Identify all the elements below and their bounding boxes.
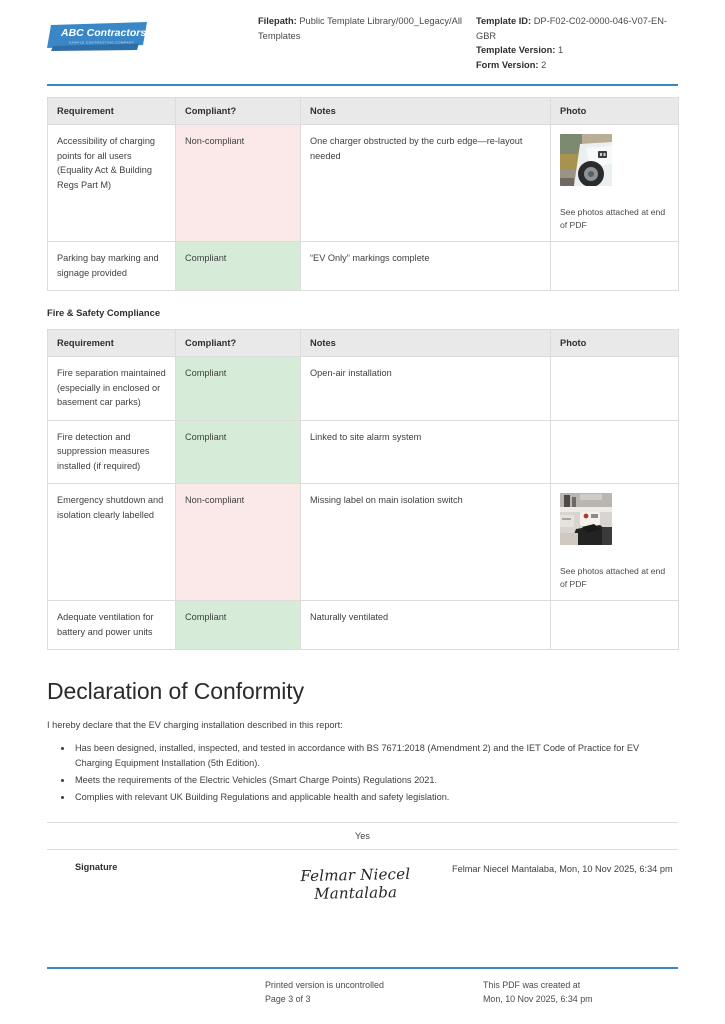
logo-shape-icon	[47, 20, 151, 52]
photo-thumbnail-isolation-switch[interactable]	[560, 493, 612, 545]
photo-caption: See photos attached at end of PDF	[560, 566, 666, 589]
signature-image	[259, 860, 452, 903]
logo-subtext: SAMPLE CONTRACTING COMPANY	[69, 40, 135, 45]
table-row	[48, 125, 679, 242]
table-header-row	[48, 330, 679, 357]
cell-requirement: Emergency shutdown and isolation clearly labelled	[48, 484, 176, 601]
cell-notes: Missing label on main isolation switch	[301, 484, 551, 601]
cell-photo	[551, 420, 679, 484]
column-header-photo: Photo	[551, 330, 679, 357]
photo-thumbnail-ev-charging-port[interactable]	[560, 134, 612, 186]
footer-print-block	[265, 979, 483, 1006]
status-badge: Compliant	[176, 601, 301, 650]
fire-safety-compliance-table	[47, 329, 679, 650]
table-row	[48, 484, 679, 601]
photo-caption: See photos attached at end of PDF	[560, 207, 666, 230]
table-row	[48, 357, 679, 421]
confirmation-value: Yes	[355, 831, 370, 841]
cell-photo	[551, 601, 679, 650]
status-badge: Compliant	[176, 420, 301, 484]
footer-pdf-block	[483, 979, 678, 1006]
cell-photo	[551, 357, 679, 421]
form-version-label: Form Version:	[476, 59, 539, 70]
filepath-value: Public Template Library/000_Legacy/All Templates	[258, 16, 462, 41]
cell-requirement: Parking bay marking and signage provided	[48, 242, 176, 291]
cell-notes: One charger obstructed by the curb edge—re-layout needed	[301, 125, 551, 242]
column-header-requirement: Requirement	[48, 98, 176, 125]
company-logo	[47, 14, 258, 52]
signature-label: Signature	[75, 862, 118, 872]
column-header-compliant: Compliant?	[176, 330, 301, 357]
status-badge: Non-compliant	[176, 484, 301, 601]
cell-requirement: Accessibility of charging points for all users (Equality Act & Building Regs Part M)	[48, 125, 176, 242]
column-header-compliant: Compliant?	[176, 98, 301, 125]
page-number: Page 3 of 3	[265, 993, 311, 1004]
pdf-created-label: This PDF was created at	[483, 980, 581, 990]
pdf-created-value: Mon, 10 Nov 2025, 6:34 pm	[483, 993, 593, 1004]
column-header-notes: Notes	[301, 330, 551, 357]
declaration-intro: I hereby declare that the EV charging installation described in this report:	[47, 720, 343, 730]
footer-left-spacer	[47, 979, 265, 1006]
cell-notes: “EV Only” markings complete	[301, 242, 551, 291]
column-header-notes: Notes	[301, 98, 551, 125]
declaration-section	[47, 678, 678, 805]
section-title-fire-safety: Fire & Safety Compliance	[47, 307, 161, 318]
column-header-requirement: Requirement	[48, 330, 176, 357]
page-title: Declaration of Conformity	[47, 678, 304, 704]
cell-notes: Naturally ventilated	[301, 601, 551, 650]
template-meta-block	[476, 14, 678, 72]
document-header	[0, 0, 725, 72]
template-version-row	[476, 43, 678, 58]
cell-photo	[551, 242, 679, 291]
abc-contractors-logo-icon	[47, 20, 151, 52]
document-footer	[0, 955, 725, 1006]
template-version-value: 1	[558, 45, 564, 55]
signature-row	[47, 850, 678, 903]
footer-divider	[47, 967, 678, 969]
photo-thumbnail-icon	[560, 134, 612, 186]
form-version-value: 2	[541, 59, 547, 70]
cell-photo	[551, 125, 679, 242]
photo-thumbnail-icon	[560, 493, 612, 545]
declaration-bullet-list	[47, 741, 678, 805]
cell-requirement: Fire separation maintained (especially in enclosed or basement car parks)	[48, 357, 176, 421]
template-version-label: Template Version:	[476, 45, 556, 55]
signoff-section	[47, 822, 678, 903]
signature-metadata: Felmar Niecel Mantalaba, Mon, 10 Nov 2025, 6:34 pm	[452, 864, 673, 874]
cell-requirement: Fire detection and suppression measures installed (if required)	[48, 420, 176, 484]
table-row	[48, 242, 679, 291]
logo-text: ABC Contractors	[61, 27, 147, 39]
table-row	[48, 420, 679, 484]
status-badge: Compliant	[176, 242, 301, 291]
column-header-photo: Photo	[551, 98, 679, 125]
filepath-block	[258, 14, 476, 43]
cell-notes: Linked to site alarm system	[301, 420, 551, 484]
printed-version-note: Printed version is uncontrolled	[265, 980, 384, 990]
form-version-row	[476, 58, 678, 73]
filepath-label: Filepath:	[258, 16, 297, 26]
status-badge: Compliant	[176, 357, 301, 421]
list-item: • Has been designed, installed, inspected, and tested in accordance with BS 7671:2018 (Amendment 2) and the IET Code of Practice for EV Charging Equipment Installation (5th Edition).	[73, 741, 678, 771]
header-divider	[47, 84, 678, 86]
template-id-row	[476, 14, 678, 43]
template-id-label: Template ID:	[476, 16, 532, 26]
cell-notes: Open-air installation	[301, 357, 551, 421]
list-item: • Meets the requirements of the Electric Vehicles (Smart Charge Points) Regulations 2021.	[73, 773, 678, 788]
table-header-row	[48, 98, 679, 125]
signature-script-text: Felmar Niecel Mantalaba	[300, 864, 411, 903]
table-row	[48, 601, 679, 650]
accessibility-compliance-table	[47, 97, 679, 291]
template-id-value: DP-F02-C02-0000-046-V07-EN-GBR	[476, 16, 668, 41]
cell-photo	[551, 484, 679, 601]
list-item: • Complies with relevant UK Building Regulations and applicable health and safety legislation.	[73, 790, 678, 805]
cell-requirement: Adequate ventilation for battery and power units	[48, 601, 176, 650]
status-badge: Non-compliant	[176, 125, 301, 242]
